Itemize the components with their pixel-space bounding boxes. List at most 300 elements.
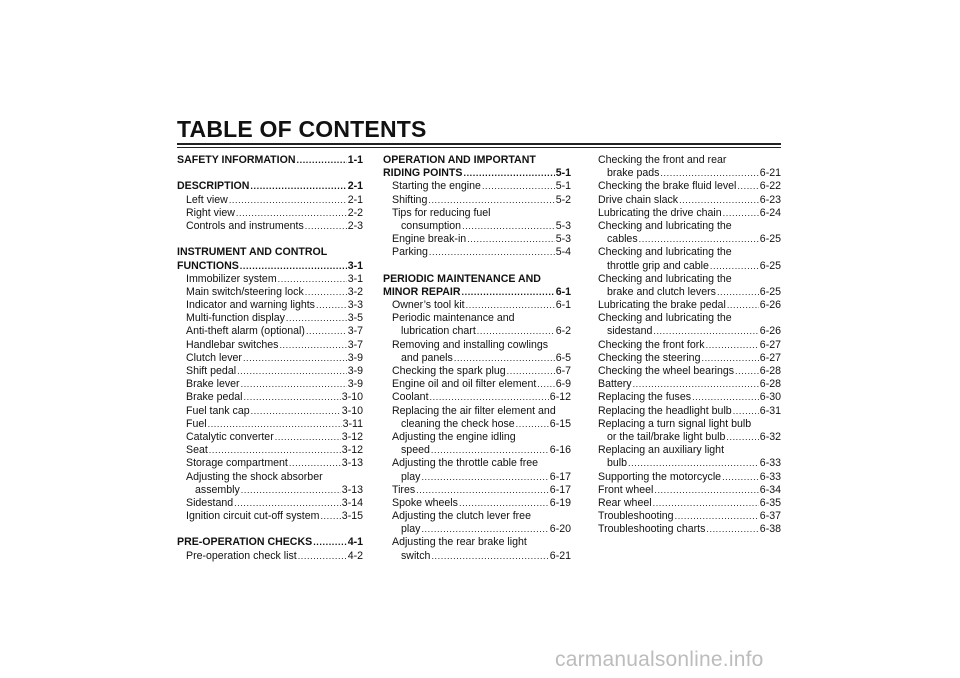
toc-entry-title: SAFETY INFORMATION — [177, 154, 296, 166]
toc-entry-line: Adjusting the shock absorber — [186, 470, 323, 483]
toc-dot-leader — [313, 536, 347, 549]
toc-dot-leader — [462, 220, 555, 233]
toc-entry-title: Drive chain slack — [598, 193, 679, 206]
toc-entry[interactable] — [598, 484, 781, 497]
toc-dot-leader — [733, 405, 759, 418]
toc-page-number: 5-1 — [555, 167, 571, 180]
toc-section-heading: OPERATION AND IMPORTANT — [383, 154, 536, 166]
toc-entry-title: sidestand — [607, 325, 653, 338]
toc-entry[interactable] — [598, 299, 781, 312]
toc-page-number: 3-3 — [347, 299, 363, 312]
toc-entry-title: Replacing the fuses — [598, 391, 692, 404]
toc-page-number: 1-1 — [347, 154, 363, 166]
toc-entry-title: Ignition circuit cut-off system — [186, 510, 320, 523]
toc-entry[interactable] — [598, 405, 781, 418]
toc-entry[interactable] — [177, 484, 363, 497]
toc-entry-title: Starting the engine — [392, 180, 481, 193]
toc-page-number: 6-7 — [555, 365, 571, 377]
toc-page-number: 6-2 — [555, 325, 571, 338]
toc-page-number: 6-28 — [759, 378, 781, 391]
toc-dot-leader — [429, 246, 555, 259]
toc-entry-title: Indicator and warning lights — [186, 299, 315, 312]
toc-entry-line: Checking and lubricating the — [598, 219, 732, 232]
toc-page-number: 3-14 — [341, 496, 363, 509]
toc-entry-line: Periodic maintenance and — [392, 312, 515, 325]
toc-dot-leader — [297, 154, 347, 167]
toc-spacer — [177, 233, 363, 246]
toc-column-3 — [598, 154, 781, 536]
toc-entry[interactable] — [598, 167, 781, 180]
toc-page-number: 5-3 — [555, 219, 571, 232]
toc-page-number: 4-1 — [347, 536, 363, 549]
toc-entry[interactable] — [177, 286, 363, 299]
toc-dot-leader — [286, 312, 347, 325]
toc-column-2 — [383, 154, 571, 563]
toc-entry-title: Storage compartment — [186, 457, 288, 470]
toc-entry-title: lubrication chart — [401, 325, 476, 338]
toc-dot-leader — [462, 286, 555, 299]
toc-dot-leader — [633, 378, 759, 391]
toc-entry[interactable] — [383, 220, 571, 233]
toc-entry-title: Sidestand — [186, 496, 234, 509]
toc-entry-title: Spoke wheels — [392, 496, 458, 509]
title-rule-thin — [177, 147, 781, 148]
toc-entry[interactable] — [177, 220, 363, 233]
toc-entry-title: speed — [401, 444, 430, 457]
toc-dot-leader — [209, 444, 341, 457]
toc-section-entry[interactable] — [383, 286, 571, 299]
toc-page-number: 6-5 — [555, 351, 571, 364]
toc-dot-leader — [467, 233, 554, 246]
toc-entry[interactable] — [598, 471, 781, 484]
toc-entry-title: Brake pedal — [186, 391, 243, 404]
toc-entry-title: assembly — [195, 483, 240, 496]
toc-page-number: 6-33 — [759, 470, 781, 483]
toc-dot-leader — [279, 339, 346, 352]
toc-section-entry[interactable] — [383, 167, 571, 180]
toc-entry[interactable] — [598, 391, 781, 404]
toc-entry-title: Checking the brake fluid level — [598, 180, 737, 193]
toc-entry-title: Front wheel — [598, 483, 654, 496]
toc-entry[interactable] — [383, 233, 571, 246]
toc-entry-title: Multi-function display — [186, 312, 285, 325]
toc-entry-title: Troubleshooting charts — [598, 523, 706, 536]
toc-page-number: 6-37 — [759, 510, 781, 523]
toc-dot-leader — [237, 365, 347, 378]
toc-entry-title: play — [401, 470, 421, 483]
toc-page-number: 3-1 — [347, 259, 363, 272]
toc-page-number: 2-1 — [347, 193, 363, 206]
toc-dot-leader — [706, 339, 759, 352]
toc-entry-title: Lubricating the drive chain — [598, 206, 722, 219]
toc-entry-title: Fuel — [186, 417, 207, 430]
toc-entry-line: Removing and installing cowlings — [392, 338, 549, 351]
toc-dot-leader — [722, 471, 759, 484]
toc-dot-leader — [516, 418, 549, 431]
toc-entry-title: MINOR REPAIR — [383, 285, 461, 298]
toc-dot-leader — [430, 391, 549, 404]
toc-section-heading: INSTRUMENT AND CONTROL — [177, 246, 328, 259]
toc-dot-leader — [727, 299, 759, 312]
toc-entry[interactable] — [383, 194, 571, 207]
title-rule-thick — [177, 143, 781, 145]
toc-page-number: 6-9 — [555, 378, 571, 391]
toc-dot-leader — [463, 167, 554, 180]
toc-page-number: 6-21 — [759, 167, 781, 180]
toc-entry-title: bulb — [607, 457, 628, 470]
toc-dot-leader — [244, 391, 341, 404]
toc-entry[interactable] — [598, 339, 781, 352]
toc-page-number: 3-9 — [347, 365, 363, 377]
toc-page-number: 3-9 — [347, 378, 363, 391]
toc-page-number: 3-10 — [341, 404, 363, 417]
toc-dot-leader — [454, 352, 555, 365]
toc-page-number: 3-5 — [347, 312, 363, 325]
toc-page-number: 3-7 — [347, 325, 363, 338]
toc-entry-title: brake and clutch levers — [607, 285, 716, 298]
toc-entry[interactable] — [177, 352, 363, 365]
toc-page-number: 6-33 — [759, 457, 781, 470]
toc-entry[interactable] — [177, 365, 363, 378]
toc-entry[interactable] — [383, 352, 571, 365]
toc-page-number: 6-1 — [555, 285, 571, 298]
toc-page-number: 3-1 — [347, 272, 363, 285]
watermark-text: carmanualsonline.info — [555, 648, 764, 671]
toc-page-number: 6-25 — [759, 233, 781, 246]
toc-entry[interactable] — [177, 431, 363, 444]
toc-page-number: 6-16 — [549, 444, 571, 457]
toc-page-number: 5-3 — [555, 233, 571, 246]
toc-page-number: 3-7 — [347, 338, 363, 351]
toc-entry[interactable] — [383, 180, 571, 193]
toc-entry[interactable] — [598, 523, 781, 536]
toc-entry[interactable] — [383, 471, 571, 484]
toc-entry-title: Catalytic converter — [186, 430, 274, 443]
toc-page-number: 6-30 — [759, 391, 781, 404]
toc-page-number: 6-1 — [555, 299, 571, 312]
toc-dot-leader — [654, 484, 758, 497]
toc-dot-leader — [653, 325, 758, 338]
toc-entry-title: Brake lever — [186, 378, 240, 391]
toc-entry-line: Checking and lubricating the — [598, 312, 732, 325]
toc-entry-title: Troubleshooting — [598, 510, 674, 523]
toc-dot-leader — [477, 325, 555, 338]
toc-dot-leader — [421, 523, 548, 536]
toc-page-number: 3-13 — [341, 457, 363, 470]
toc-entry[interactable] — [598, 378, 781, 391]
toc-dot-leader — [431, 550, 548, 563]
toc-entry[interactable] — [383, 444, 571, 457]
toc-entry-title: Checking the spark plug — [392, 365, 506, 377]
toc-dot-leader — [240, 260, 347, 273]
toc-dot-leader — [306, 325, 347, 338]
toc-dot-leader — [428, 194, 554, 207]
toc-entry-title: Shifting — [392, 193, 428, 206]
toc-entry-line: Replacing an auxiliary light — [598, 444, 725, 457]
toc-entry[interactable] — [598, 286, 781, 299]
toc-page-number: 6-25 — [759, 285, 781, 298]
toc-entry[interactable] — [177, 457, 363, 470]
toc-page-number: 5-4 — [555, 246, 571, 259]
toc-entry[interactable] — [598, 365, 781, 378]
toc-entry-title: Engine break-in — [392, 233, 467, 246]
toc-dot-leader — [243, 352, 347, 365]
toc-dot-leader — [241, 484, 341, 497]
toc-entry[interactable] — [177, 550, 363, 563]
toc-entry-title: Battery — [598, 378, 632, 391]
toc-dot-leader — [305, 220, 347, 233]
toc-entry-line: Checking and lubricating the — [598, 246, 732, 259]
toc-entry[interactable] — [383, 391, 571, 404]
toc-entry[interactable] — [177, 405, 363, 418]
toc-entry[interactable] — [383, 378, 571, 391]
toc-entry-title: Main switch/steering lock — [186, 285, 304, 298]
toc-dot-leader — [628, 457, 759, 470]
toc-entry[interactable] — [598, 207, 781, 220]
toc-entry[interactable] — [177, 510, 363, 523]
toc-entry-title: and panels — [401, 351, 453, 364]
toc-page-number: 3-12 — [341, 430, 363, 443]
toc-entry[interactable] — [177, 312, 363, 325]
toc-dot-leader — [320, 510, 340, 523]
toc-section-heading: PERIODIC MAINTENANCE AND — [383, 272, 541, 285]
toc-page-number: 6-21 — [549, 549, 571, 562]
toc-entry[interactable] — [177, 207, 363, 220]
toc-entry-title: play — [401, 523, 421, 536]
toc-entry[interactable] — [598, 510, 781, 523]
toc-page-number: 3-15 — [341, 510, 363, 523]
toc-entry-title: Anti-theft alarm (optional) — [186, 325, 305, 338]
toc-dot-leader — [726, 431, 758, 444]
toc-page-number: 6-32 — [759, 430, 781, 443]
toc-column-1 — [177, 154, 363, 563]
toc-page-number: 2-1 — [347, 180, 363, 193]
toc-entry-title: brake pads — [607, 167, 660, 180]
toc-page-number: 4-2 — [347, 549, 363, 562]
toc-entry[interactable] — [598, 233, 781, 246]
toc-entry[interactable] — [177, 339, 363, 352]
toc-page-number: 2-3 — [347, 219, 363, 232]
toc-entry-title: switch — [401, 549, 431, 562]
toc-entry-title: consumption — [401, 219, 462, 232]
toc-dot-leader — [275, 431, 341, 444]
toc-dot-leader — [466, 299, 555, 312]
toc-dot-leader — [305, 286, 347, 299]
toc-page-number: 6-17 — [549, 483, 571, 496]
toc-page-number: 6-22 — [759, 180, 781, 193]
toc-entry-title: Rear wheel — [598, 496, 652, 509]
toc-entry-title: Seat — [186, 444, 208, 457]
toc-page-number: 6-35 — [759, 496, 781, 509]
toc-entry[interactable] — [177, 325, 363, 338]
toc-entry-title: PRE-OPERATION CHECKS — [177, 536, 313, 549]
toc-entry[interactable] — [598, 180, 781, 193]
toc-dot-leader — [298, 550, 347, 563]
toc-entry-title: Checking the front fork — [598, 338, 705, 351]
toc-entry[interactable] — [177, 418, 363, 431]
toc-entry-line: Adjusting the throttle cable free — [392, 457, 539, 470]
toc-page-number: 3-2 — [347, 285, 363, 298]
toc-entry-title: cables — [607, 233, 638, 246]
toc-entry[interactable] — [598, 194, 781, 207]
toc-entry-line: Adjusting the engine idling — [392, 430, 516, 443]
toc-dot-leader — [537, 378, 554, 391]
toc-page-number: 2-2 — [347, 206, 363, 219]
toc-dot-leader — [416, 484, 549, 497]
toc-page-number: 6-31 — [759, 404, 781, 417]
toc-entry[interactable] — [177, 497, 363, 510]
toc-page-number: 5-2 — [555, 193, 571, 206]
toc-dot-leader — [710, 260, 759, 273]
toc-dot-leader — [653, 497, 759, 510]
toc-entry-line: Tips for reducing fuel — [392, 206, 491, 219]
toc-dot-leader — [229, 194, 347, 207]
toc-entry-line: Adjusting the clutch lever free — [392, 510, 531, 523]
toc-entry-line: Replacing a turn signal light bulb — [598, 417, 752, 430]
toc-entry[interactable] — [177, 194, 363, 207]
toc-entry[interactable] — [598, 325, 781, 338]
toc-entry[interactable] — [383, 484, 571, 497]
page-title: TABLE OF CONTENTS — [177, 116, 427, 142]
toc-entry[interactable] — [177, 444, 363, 457]
toc-entry-title: Clutch lever — [186, 351, 242, 364]
toc-dot-leader — [675, 510, 759, 523]
toc-entry[interactable] — [177, 391, 363, 404]
toc-entry-title: Fuel tank cap — [186, 404, 250, 417]
toc-page-number: 3-11 — [342, 417, 363, 430]
toc-dot-leader — [289, 457, 341, 470]
toc-spacer — [177, 167, 363, 180]
toc-page-number: 6-12 — [549, 391, 571, 404]
toc-entry-line: Adjusting the rear brake light — [392, 536, 527, 549]
toc-entry[interactable] — [598, 431, 781, 444]
toc-dot-leader — [706, 523, 758, 536]
toc-dot-leader — [701, 352, 758, 365]
toc-entry[interactable] — [177, 299, 363, 312]
toc-page-number: 6-38 — [759, 523, 781, 536]
toc-dot-leader — [241, 378, 347, 391]
toc-page-number: 6-34 — [759, 483, 781, 496]
toc-dot-leader — [236, 207, 347, 220]
toc-entry-line: Checking the front and rear — [598, 154, 727, 166]
toc-entry-title: Coolant — [392, 391, 429, 404]
toc-entry[interactable] — [383, 299, 571, 312]
toc-dot-leader — [278, 273, 347, 286]
toc-page-number: 6-25 — [759, 259, 781, 272]
toc-entry-title: Parking — [392, 246, 428, 259]
toc-entry-line: Checking and lubricating the — [598, 272, 732, 285]
toc-dot-leader — [250, 180, 346, 193]
toc-page-number: 6-23 — [759, 193, 781, 206]
toc-entry[interactable] — [383, 365, 571, 378]
toc-entry-title: Checking the wheel bearings — [598, 365, 735, 377]
toc-page-number: 6-26 — [759, 325, 781, 338]
toc-entry[interactable] — [598, 352, 781, 365]
toc-entry-title: Supporting the motorcycle — [598, 470, 722, 483]
toc-entry-title: Shift pedal — [186, 365, 237, 377]
toc-entry-title: Handlebar switches — [186, 338, 279, 351]
toc-entry-title: Pre-operation check list — [186, 549, 297, 562]
toc-entry-title: Checking the steering — [598, 351, 701, 364]
toc-dot-leader — [234, 497, 341, 510]
toc-entry-title: Right view — [186, 206, 235, 219]
toc-entry-title: FUNCTIONS — [177, 259, 239, 272]
toc-entry[interactable] — [598, 457, 781, 470]
toc-entry-title: cleaning the check hose — [401, 417, 515, 430]
toc-entry-title: Engine oil and oil filter element — [392, 378, 537, 391]
toc-section-entry[interactable] — [177, 536, 363, 549]
toc-entry-title: Lubricating the brake pedal — [598, 299, 726, 312]
toc-dot-leader — [692, 391, 759, 404]
toc-page-number: 6-26 — [759, 299, 781, 312]
toc-page-number: 6-27 — [759, 338, 781, 351]
toc-dot-leader — [251, 405, 341, 418]
toc-page-number: 6-27 — [759, 351, 781, 364]
toc-entry-title: Tires — [392, 483, 416, 496]
toc-entry-title: DESCRIPTION — [177, 180, 250, 193]
toc-entry-title: Left view — [186, 193, 228, 206]
toc-dot-leader — [482, 180, 555, 193]
toc-dot-leader — [316, 299, 347, 312]
toc-entry-title: or the tail/brake light bulb — [607, 430, 726, 443]
toc-page-number: 5-1 — [555, 180, 571, 193]
toc-entry-title: Immobilizer system — [186, 272, 277, 285]
toc-page-number: 3-13 — [341, 483, 363, 496]
toc-entry-title: Replacing the headlight bulb — [598, 404, 732, 417]
toc-dot-leader — [421, 471, 548, 484]
toc-entry-title: RIDING POINTS — [383, 167, 463, 180]
toc-entry[interactable] — [383, 523, 571, 536]
toc-dot-leader — [507, 365, 555, 378]
toc-page-number: 6-19 — [549, 496, 571, 509]
toc-section-entry[interactable] — [177, 180, 363, 193]
toc-dot-leader — [459, 497, 549, 510]
toc-entry[interactable] — [383, 550, 571, 563]
toc-page-number: 3-10 — [341, 391, 363, 404]
toc-dot-leader — [737, 180, 758, 193]
toc-page-number: 6-28 — [759, 365, 781, 377]
toc-entry-title: throttle grip and cable — [607, 259, 709, 272]
toc-section-entry[interactable] — [177, 154, 363, 167]
toc-entry[interactable] — [177, 378, 363, 391]
toc-entry[interactable] — [383, 418, 571, 431]
toc-entry[interactable] — [383, 497, 571, 510]
toc-dot-leader — [717, 286, 759, 299]
toc-page-number: 3-12 — [341, 444, 363, 457]
toc-dot-leader — [639, 233, 759, 246]
toc-entry[interactable] — [598, 260, 781, 273]
toc-page-number: 6-15 — [549, 417, 571, 430]
toc-entry[interactable] — [598, 497, 781, 510]
toc-entry[interactable] — [383, 325, 571, 338]
toc-entry-title: Owner’s tool kit — [392, 299, 465, 312]
toc-entry-title: Controls and instruments — [186, 219, 304, 232]
toc-entry-line: Replacing the air filter element and — [392, 404, 556, 417]
toc-page-number: 6-17 — [549, 470, 571, 483]
toc-dot-leader — [735, 365, 759, 378]
toc-page-number: 6-20 — [549, 523, 571, 536]
toc-spacer — [177, 523, 363, 536]
toc-page-number: 3-9 — [347, 351, 363, 364]
toc-dot-leader — [660, 167, 758, 180]
toc-section-entry[interactable] — [177, 260, 363, 273]
toc-entry[interactable] — [383, 246, 571, 259]
toc-dot-leader — [723, 207, 759, 220]
toc-dot-leader — [208, 418, 342, 431]
toc-dot-leader — [679, 194, 759, 207]
toc-entry[interactable] — [177, 273, 363, 286]
toc-spacer — [383, 260, 571, 273]
